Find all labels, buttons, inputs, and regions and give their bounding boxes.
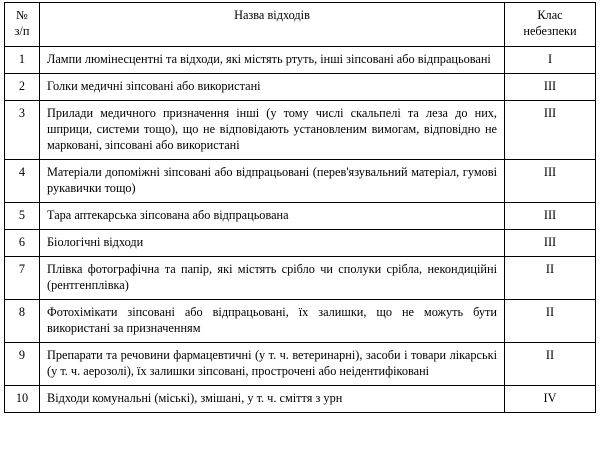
row-hazard-class: ІV (505, 385, 596, 412)
row-hazard-class: ІІ (505, 256, 596, 299)
column-header-hazard-class-line2: небезпеки (523, 23, 577, 38)
table-row (5, 46, 596, 73)
row-hazard-class: ІІ (505, 342, 596, 385)
row-waste-name: Голки медичні зіпсовані або використані (40, 73, 505, 100)
table-row (5, 100, 596, 159)
row-hazard-class: І (505, 46, 596, 73)
table-row (5, 256, 596, 299)
table-row (5, 342, 596, 385)
table-row (5, 159, 596, 202)
table-body (5, 46, 596, 412)
row-waste-name: Фотохімікати зіпсовані або відпрацьовані, їх залишки, що не можуть бути використані за призначенням (40, 299, 505, 342)
row-number: 7 (5, 256, 40, 299)
row-number: 4 (5, 159, 40, 202)
row-hazard-class: ІІІ (505, 73, 596, 100)
table-row (5, 229, 596, 256)
table-row (5, 202, 596, 229)
row-hazard-class: ІІІ (505, 100, 596, 159)
column-header-hazard-class (505, 3, 596, 47)
row-waste-name: Відходи комунальні (міські), змішані, у т. ч. сміття з урн (40, 385, 505, 412)
row-number: 9 (5, 342, 40, 385)
row-number: 6 (5, 229, 40, 256)
row-waste-name: Біологічні відходи (40, 229, 505, 256)
column-header-number-line2: з/п (14, 23, 30, 38)
row-waste-name: Прилади медичного призначення інші (у тому числі скальпелі та леза до них, шприци, системи тощо), що не відповідають установленим вимогам, відповідно не марковані, зіпсовані або використані (40, 100, 505, 159)
table-row (5, 299, 596, 342)
column-header-waste-name: Назва відходів (40, 3, 505, 47)
row-hazard-class: ІІ (505, 299, 596, 342)
table-header (5, 3, 596, 47)
table-row (5, 73, 596, 100)
row-waste-name: Препарати та речовини фармацевтичні (у т. ч. ветеринарні), засоби і товари лікарські (у т. ч. аерозолі), їх залишки зіпсовані, прострочені або неідентифіковані (40, 342, 505, 385)
row-waste-name: Тара аптекарська зіпсована або відпрацьована (40, 202, 505, 229)
row-number: 5 (5, 202, 40, 229)
row-hazard-class: ІІІ (505, 202, 596, 229)
row-hazard-class: ІІІ (505, 159, 596, 202)
row-waste-name: Плівка фотографічна та папір, які містять срібло чи сполуки срібла, некондиційні (рентгенплівка) (40, 256, 505, 299)
row-number: 2 (5, 73, 40, 100)
row-hazard-class: ІІІ (505, 229, 596, 256)
row-number: 8 (5, 299, 40, 342)
column-header-number-line1: № (16, 8, 28, 22)
column-header-hazard-class-line1: Клас (537, 8, 563, 22)
table-header-row (5, 3, 596, 47)
row-number: 10 (5, 385, 40, 412)
table-row (5, 385, 596, 412)
row-waste-name: Лампи люмінесцентні та відходи, які містять ртуть, інші зіпсовані або відпрацьовані (40, 46, 505, 73)
waste-classification-table (4, 2, 596, 413)
row-number: 1 (5, 46, 40, 73)
row-number: 3 (5, 100, 40, 159)
column-header-number (5, 3, 40, 47)
row-waste-name: Матеріали допоміжні зіпсовані або відпрацьовані (перев'язувальний матеріал, гумові рукавички тощо) (40, 159, 505, 202)
